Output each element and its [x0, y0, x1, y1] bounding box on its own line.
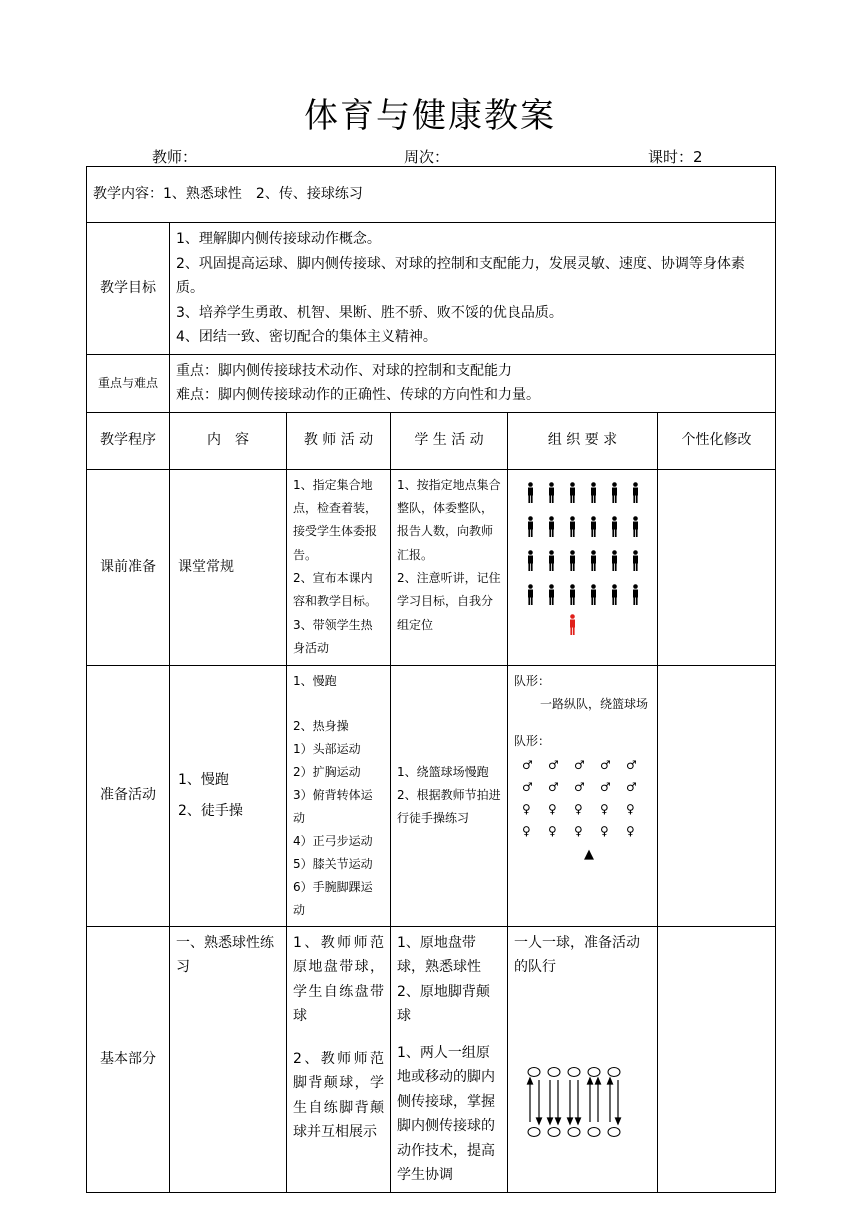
person-icon — [520, 550, 541, 572]
person-icon — [541, 482, 562, 504]
goal-line: 3、培养学生勇敢、机智、果断、胜不骄、败不馁的优良品质。 — [176, 304, 563, 321]
female-symbol: ♀ — [522, 801, 531, 816]
person-icon — [541, 516, 562, 538]
org-formation — [508, 469, 658, 665]
goals-label: 教学目标 — [87, 223, 170, 355]
content-line: 1、慢跑 — [178, 771, 229, 788]
person-icon — [583, 482, 604, 504]
person-icon — [604, 584, 625, 606]
female-symbol: ♀ — [548, 823, 557, 838]
person-icon — [562, 516, 583, 538]
lesson-plan-table — [86, 166, 776, 1193]
student-line: 2、原地脚背颠球 — [397, 983, 490, 1025]
week-label: 周次： — [404, 148, 450, 166]
teacher-line: 3）俯背转体运动 — [293, 787, 373, 825]
student-line: 1、绕篮球场慢跑 — [397, 764, 489, 779]
formation-symbols — [522, 754, 651, 842]
teacher-line: 2、宣布本课内容和教学目标。 — [293, 571, 378, 609]
header-program: 教学程序 — [87, 412, 170, 469]
person-icon — [520, 482, 541, 504]
key-text — [170, 354, 776, 412]
goal-line: 2、巩固提高运球、脚内侧传接球、对球的控制和支配能力，发展灵敏、速度、协调等身体素质。 — [176, 255, 745, 296]
male-symbol: ♂ — [522, 757, 533, 772]
person-icon — [625, 516, 646, 538]
org-formation — [508, 926, 658, 1192]
female-symbol: ♀ — [574, 801, 583, 816]
key-label: 重点与难点 — [87, 354, 170, 412]
content-cell — [170, 665, 287, 926]
content-cell: 一、熟悉球性练习 — [170, 926, 287, 1192]
student-line: 2、根据教师节拍进行徒手操练习 — [397, 788, 501, 826]
person-icon — [520, 516, 541, 538]
student-line: 1、原地盘带球，熟悉球性 — [397, 934, 481, 976]
program-cell: 课前准备 — [87, 469, 170, 665]
org-line: 队形： — [514, 734, 551, 749]
teacher-line: 5）膝关节运动 — [293, 856, 373, 871]
person-icon — [604, 482, 625, 504]
female-symbol: ♀ — [522, 823, 531, 838]
student-line: 2、注意听讲，记住学习目标，自我分组定位 — [397, 571, 501, 632]
teacher-line: 2、教师师范脚背颠球，学生自练脚背颠球并互相展示 — [293, 1050, 384, 1141]
person-icon — [604, 550, 625, 572]
teacher-line: 1、慢跑 — [293, 673, 337, 688]
person-icon — [625, 550, 646, 572]
student-line: 1、两人一组原地或移动的脚内侧传接球，掌握脚内侧传接球的动作技术，提高学生协调 — [397, 1044, 495, 1184]
header-teacher: 教 师 活 动 — [287, 412, 391, 469]
person-icon — [562, 550, 583, 572]
org-formation — [508, 665, 658, 926]
person-icon — [583, 584, 604, 606]
org-line: 一路纵队，绕篮球场 — [540, 697, 649, 712]
male-symbol: ♂ — [548, 757, 559, 772]
teacher-activity — [287, 665, 391, 926]
person-icon — [583, 550, 604, 572]
female-symbol: ♀ — [600, 801, 609, 816]
custom-cell — [658, 469, 776, 665]
header-org: 组 织 要 求 — [508, 412, 658, 469]
female-symbol: ♀ — [600, 823, 609, 838]
person-icon — [604, 516, 625, 538]
male-symbol: ♂ — [522, 779, 533, 794]
goal-line: 1、理解脚内侧传接球动作概念。 — [176, 231, 381, 247]
teacher-activity — [287, 926, 391, 1192]
content-cell: 课堂常规 — [170, 469, 287, 665]
female-symbol: ♀ — [574, 823, 583, 838]
teacher-line: 1、指定集合地点，检查着装，接受学生体委报告。 — [293, 477, 378, 562]
goals-text — [170, 223, 776, 355]
male-symbol: ♂ — [600, 779, 611, 794]
key-line: 难点：脚内侧传接球动作的正确性、传球的方向性和力量。 — [176, 387, 540, 403]
custom-cell — [658, 665, 776, 926]
teacher-line: 4）正弓步运动 — [293, 833, 373, 848]
teacher-line — [293, 693, 384, 715]
hours-label: 课时：2 — [648, 148, 703, 166]
person-icon — [541, 550, 562, 572]
person-icon — [562, 584, 583, 606]
teacher-line — [293, 1029, 384, 1047]
teacher-triangle-icon: ▲ — [584, 846, 594, 862]
program-cell: 基本部分 — [87, 926, 170, 1192]
female-symbol: ♀ — [626, 801, 635, 816]
student-activity — [391, 926, 508, 1192]
teacher-line: 6）手腕脚踝运动 — [293, 879, 373, 917]
teacher-line: 1）头部运动 — [293, 741, 361, 756]
female-symbol: ♀ — [626, 823, 635, 838]
student-line: 1、按指定地点集合整队，体委整队，报告人数，向教师汇报。 — [397, 477, 501, 562]
header-student: 学 生 活 动 — [391, 412, 508, 469]
student-figures-grid — [520, 482, 657, 606]
person-icon — [520, 584, 541, 606]
content-line: 2、徒手操 — [178, 802, 243, 819]
person-icon — [583, 516, 604, 538]
male-symbol: ♂ — [574, 779, 585, 794]
person-icon — [625, 482, 646, 504]
male-symbol: ♂ — [600, 757, 611, 772]
male-symbol: ♂ — [548, 779, 559, 794]
male-symbol: ♂ — [626, 757, 637, 772]
person-icon — [625, 584, 646, 606]
person-icon — [541, 584, 562, 606]
student-activity — [391, 665, 508, 926]
teacher-line: 1、教师师范原地盘带球，学生自练盘带球 — [293, 934, 384, 1025]
teacher-activity — [287, 469, 391, 665]
custom-cell — [658, 926, 776, 1192]
teacher-line: 2、热身操 — [293, 718, 349, 733]
goal-line: 4、团结一致、密切配合的集体主义精神。 — [176, 329, 437, 345]
org-line: 队形： — [514, 673, 551, 688]
teacher-line: 3、带领学生热身活动 — [293, 617, 373, 656]
male-symbol: ♂ — [574, 757, 585, 772]
teacher-figure-icon — [562, 614, 583, 636]
teacher-line: 2）扩胸运动 — [293, 764, 361, 779]
page-title: 体育与健康教案 — [304, 96, 556, 136]
program-cell: 准备活动 — [87, 665, 170, 926]
header-custom: 个性化修改 — [658, 412, 776, 469]
male-symbol: ♂ — [626, 779, 637, 794]
student-line — [397, 1029, 501, 1041]
key-line: 重点：脚内侧传接球技术动作、对球的控制和支配能力 — [176, 362, 512, 379]
teaching-content: 教学内容：1、熟悉球性 2、传、接球练习 — [87, 167, 776, 223]
org-line: 一人一球，准备活动的队行 — [514, 934, 640, 976]
teacher-label: 教师： — [152, 148, 198, 166]
female-symbol: ♀ — [548, 801, 557, 816]
person-icon — [562, 482, 583, 504]
passing-drill-diagram — [520, 1066, 630, 1138]
header-content: 内 容 — [170, 412, 287, 469]
student-activity — [391, 469, 508, 665]
